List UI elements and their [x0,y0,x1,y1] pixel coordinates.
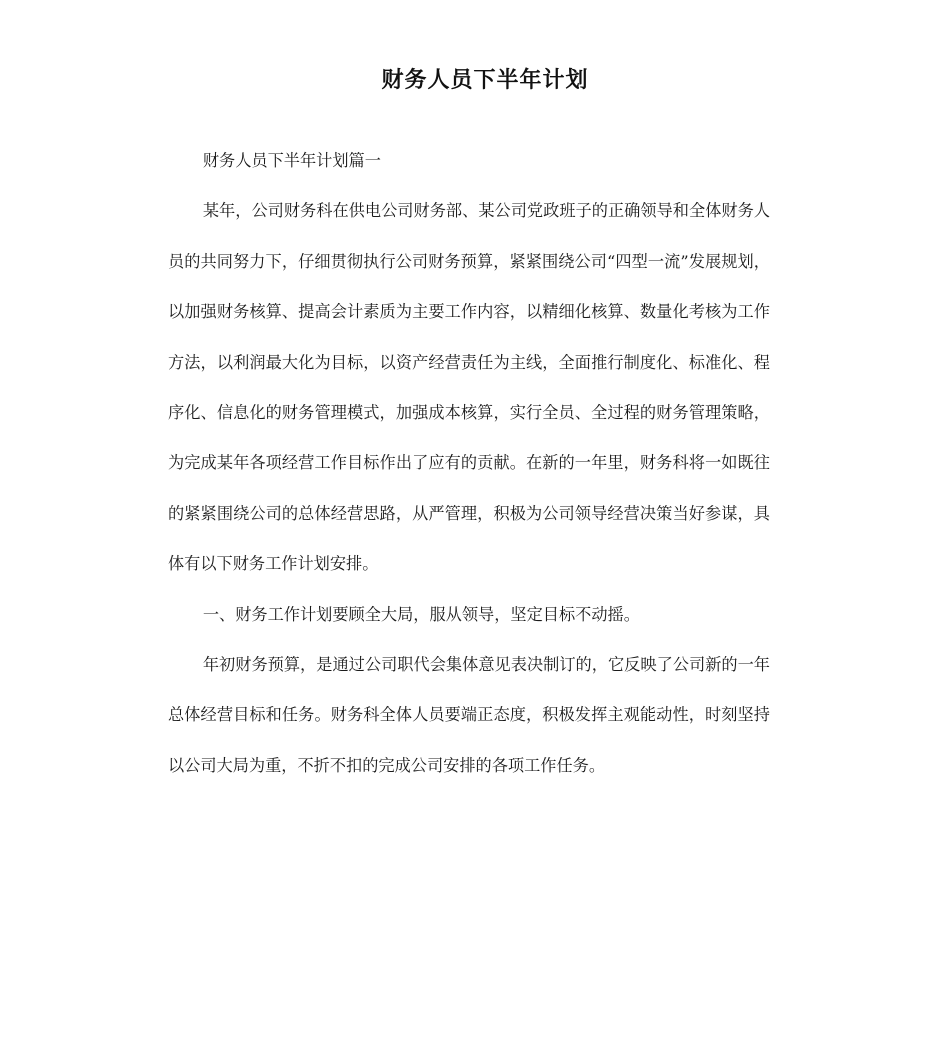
document-body [168,136,770,791]
paragraph-subtitle: 财务人员下半年计划篇一 [202,151,381,170]
paragraph-heading-1: 一、财务工作计划要顾全大局，服从领导，坚定目标不动摇。 [202,604,640,624]
paragraph-intro: 某年，公司财务科在供电公司财务部、某公司党政班子的正确领导和全体财务人员的共同努力下，仔细贯彻执行公司财务预算，紧紧围绕公司“四型一流”发展规划，以加强财务核算、提高会计素质为主要工作内容，以精细化核算、数量化考核为工作方法，以利润最大化为目标，以资产经营责任为主线，全面推行制度化、标准化、程序化、信息化的财务管理模式，加强成本核算，实行全员、全过程的财务管理策略，为完成某年各项经营工作目标作出了应有的贡献。在新的一年里，财务科将一如既往的紧紧围绕公司的总体经营思路，从严管理，积极为公司领导经营决策当好参谋，具体有以下财务工作计划安排。 [168,201,770,574]
paragraph-budget: 年初财务预算，是通过公司职代会集体意见表决制订的，它反映了公司新的一年总体经营目标和任务。财务科全体人员要端正态度，积极发挥主观能动性，时刻坚持以公司大局为重，不折不扣的完成公司安排的各项工作任务。 [168,655,770,775]
document-title: 财务人员下半年计划 [381,68,589,93]
